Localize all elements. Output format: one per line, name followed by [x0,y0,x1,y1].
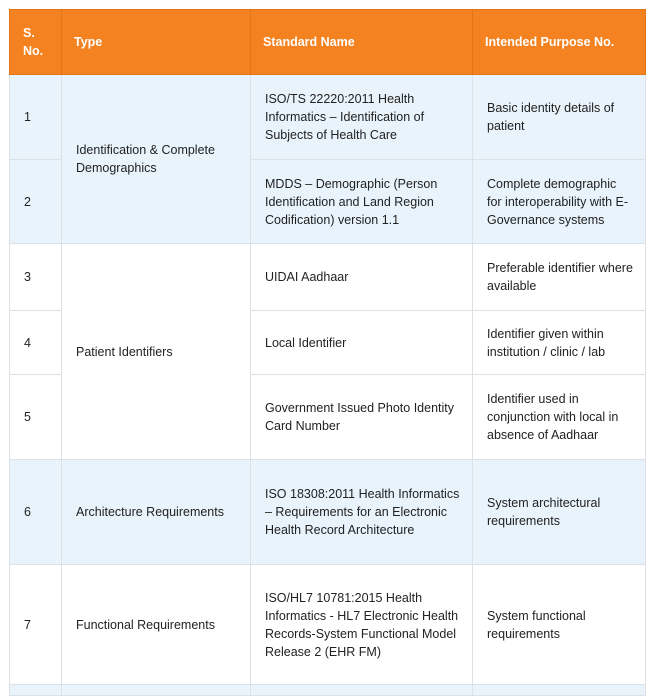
row-sno: 6 [10,460,62,565]
header-intended-purpose: Intended Purpose No. [473,10,646,75]
table-row [10,244,646,311]
row-type: Architecture Requirements [62,460,251,565]
table-row-partial [10,685,646,696]
row-standard-name: Government Issued Photo Identity Card Number [251,375,473,460]
row-type: Patient Identifiers [62,244,251,460]
table-row [10,565,646,685]
row-standard-name: ISO 18308:2011 Health Informatics – Requirements for an Electronic Health Record Architecture [251,460,473,565]
row-purpose: Complete demographic for interoperability with E-Governance systems [473,160,646,244]
row-purpose: Identifier given within institution / clinic / lab [473,311,646,375]
row-type: Identification & Complete Demographics [62,75,251,244]
row-sno: 4 [10,311,62,375]
table-row [10,75,646,160]
row-purpose: System functional requirements [473,565,646,685]
row-standard-name: Local Identifier [251,311,473,375]
row-standard-name: ISO/TS 22220:2011 Health Informatics – Identification of Subjects of Health Care [251,75,473,160]
row-purpose: System architectural requirements [473,460,646,565]
row-standard-name: ISO/HL7 10781:2015 Health Informatics - HL7 Electronic Health Records-System Functional Model Release 2 (EHR FM) [251,565,473,685]
row-standard-name: UIDAI Aadhaar [251,244,473,311]
row-sno: 3 [10,244,62,311]
row-purpose: Basic identity details of patient [473,75,646,160]
header-row [10,10,646,75]
row-standard-name: MDDS – Demographic (Person Identification and Land Region Codification) version 1.1 [251,160,473,244]
row-type: Functional Requirements [62,565,251,685]
row-sno: 5 [10,375,62,460]
row-sno: 2 [10,160,62,244]
header-sno: S. No. [10,10,62,75]
table-row [10,460,646,565]
row-purpose: Preferable identifier where available [473,244,646,311]
header-standard-name: Standard Name [251,10,473,75]
row-sno: 1 [10,75,62,160]
row-purpose: Identifier used in conjunction with local in absence of Aadhaar [473,375,646,460]
header-type: Type [62,10,251,75]
row-sno: 7 [10,565,62,685]
standards-table [9,9,646,696]
